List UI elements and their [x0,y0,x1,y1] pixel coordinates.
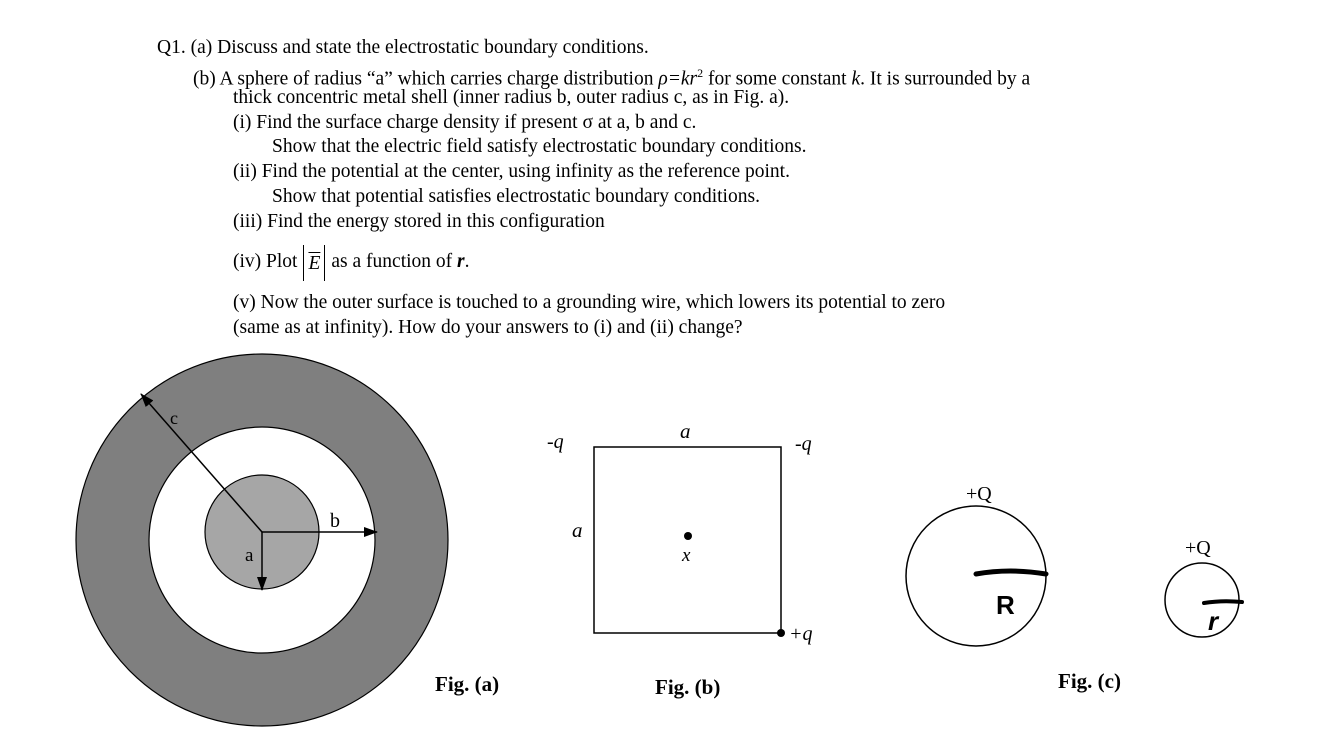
fig-b [547,419,813,645]
small-charge-label: +Q [1185,537,1211,559]
part-iii-line: (iii) Find the energy stored in this configuration [233,211,605,232]
label-c: c [170,408,178,428]
rho-exponent: 2 [697,66,704,80]
part-iv-mid: as a function of [331,251,458,272]
fig-c [906,483,1242,646]
large-radius-stroke [976,571,1046,574]
label-b: b [330,510,340,532]
fig-a [76,354,448,726]
small-radius-label: r [1208,606,1219,636]
fig-c-caption: Fig. (c) [1058,669,1121,693]
charge-bottom-right: +q [789,623,813,645]
large-radius-label: R [996,590,1015,620]
center-label: x [682,545,691,566]
part-a-text: (a) Discuss and state the electrostatic boundary conditions. [190,37,649,58]
corner-charge-dot [777,629,785,637]
question-number: Q1. [157,37,186,58]
part-iv-end: . [464,251,470,272]
part-v-line1: (v) Now the outer surface is touched to a grounding wire, which lowers its potential to zero [233,292,946,313]
part-v-line2: (same as at infinity). How do your answers to (i) and (ii) change? [233,317,743,338]
q1-part-b-line2: thick concentric metal shell (inner radius b, outer radius c, as in Fig. a). [233,87,790,108]
part-i-line1: (i) Find the surface charge density if present σ at a, b and c. [233,112,697,133]
center-point [684,532,692,540]
part-iv-lead: (iv) Plot [233,251,298,272]
square [594,447,781,633]
side-top-label: a [680,419,691,443]
part-b-lead-text: (b) A sphere of radius “a” which carries charge distribution [193,68,659,90]
charge-top-left: -q [547,431,564,453]
part-b-mid-text: for some constant [703,68,852,90]
fig-a-caption: Fig. (a) [435,672,500,696]
label-a: a [245,545,254,566]
part-i-line2: Show that the electric field satisfy electrostatic boundary conditions. [272,136,807,157]
small-radius-stroke [1204,601,1242,603]
large-charge-label: +Q [966,483,992,505]
rho-formula: ρ=kr [658,68,698,90]
e-field-vector: $\overline{E}$ [308,252,321,274]
part-ii-line1: (ii) Find the potential at the center, using infinity as the reference point. [233,161,790,182]
part-ii-line2: Show that potential satisfies electrostatic boundary conditions. [272,186,760,207]
fig-b-caption: Fig. (b) [655,675,721,699]
part-b-tail-text: . It is surrounded by a [860,68,1031,90]
side-left-label: a [572,518,583,542]
charge-top-right: -q [795,433,812,455]
part-iv-var: r [457,251,465,272]
constant-k: k [851,68,861,90]
